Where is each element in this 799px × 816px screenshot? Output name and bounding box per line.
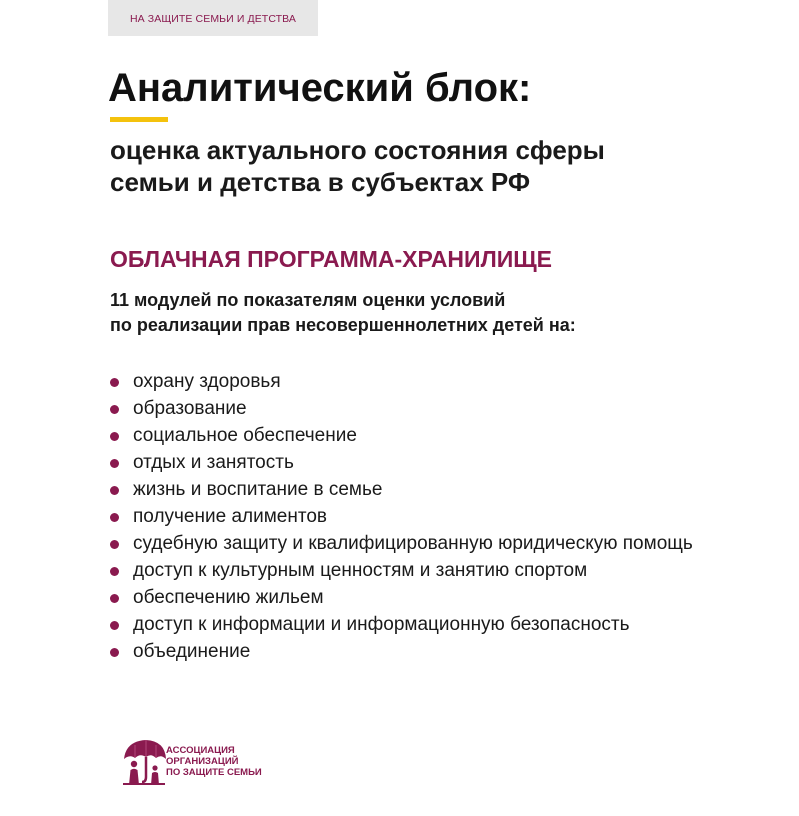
list-item: [110, 476, 693, 503]
list-item: [110, 395, 693, 422]
bullet-icon: [110, 459, 119, 468]
bullet-icon: [110, 405, 119, 414]
list-item-label: доступ к культурным ценностям и занятию спортом: [133, 560, 588, 581]
list-item-label: доступ к информации и информационную безопасность: [133, 614, 630, 635]
page-title: Аналитический блок:: [108, 66, 532, 110]
list-item-label: образование: [133, 398, 247, 419]
intro-line: по реализации прав несовершеннолетних детей на:: [110, 315, 576, 335]
list-item: [110, 557, 693, 584]
list-item-label: отдых и занятость: [133, 452, 294, 473]
logo-line: ПО ЗАЩИТЕ СЕМЬИ: [166, 767, 262, 778]
list-item-label: обеспечению жильем: [133, 587, 324, 608]
page-subtitle: [110, 134, 605, 198]
header-tag: НА ЗАЩИТЕ СЕМЬИ И ДЕТСТВА: [108, 0, 318, 36]
list-item: [110, 503, 693, 530]
list-item: [110, 638, 693, 665]
subtitle-line: семьи и детства в субъектах РФ: [110, 167, 531, 197]
section-intro: [110, 288, 576, 338]
bullet-icon: [110, 513, 119, 522]
module-list: [110, 368, 693, 665]
logo-line: ОРГАНИЗАЦИЙ: [166, 756, 239, 767]
logo-line: АССОЦИАЦИЯ: [166, 745, 235, 756]
list-item: [110, 422, 693, 449]
list-item: [110, 611, 693, 638]
bullet-icon: [110, 567, 119, 576]
list-item-label: объединение: [133, 641, 251, 662]
umbrella-family-icon: [121, 737, 167, 785]
bullet-icon: [110, 594, 119, 603]
logo-text: [166, 745, 262, 778]
title-underline: [110, 117, 168, 122]
section-title: ОБЛАЧНАЯ ПРОГРАММА-ХРАНИЛИЩЕ: [110, 246, 553, 272]
bullet-icon: [110, 432, 119, 441]
list-item-label: охрану здоровья: [133, 371, 281, 392]
list-item-label: жизнь и воспитание в семье: [133, 479, 383, 500]
list-item: [110, 368, 693, 395]
list-item-label: судебную защиту и квалифицированную юридическую помощь: [133, 533, 693, 554]
bullet-icon: [110, 648, 119, 657]
bullet-icon: [110, 378, 119, 387]
list-item-label: получение алиментов: [133, 506, 327, 527]
bullet-icon: [110, 486, 119, 495]
bullet-icon: [110, 540, 119, 549]
intro-line: 11 модулей по показателям оценки условий: [110, 290, 506, 310]
list-item-label: социальное обеспечение: [133, 425, 357, 446]
association-logo: [121, 737, 271, 787]
bullet-icon: [110, 621, 119, 630]
list-item: [110, 449, 693, 476]
list-item: [110, 530, 693, 557]
list-item: [110, 584, 693, 611]
subtitle-line: оценка актуального состояния сферы: [110, 135, 605, 165]
